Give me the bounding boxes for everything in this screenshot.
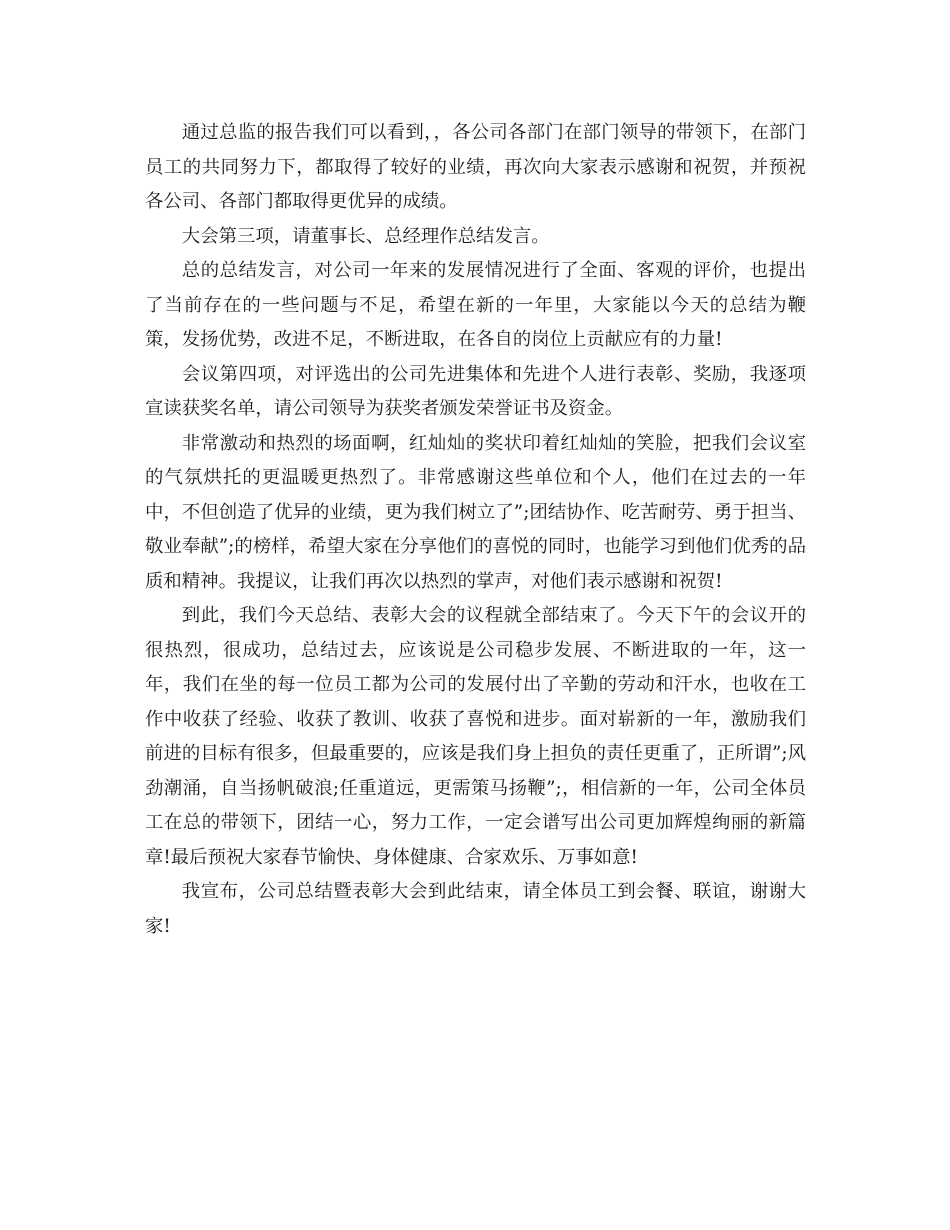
paragraph-director-report: 通过总监的报告我们可以看到，，各公司各部门在部门领导的带领下，在部门员工的共同努力下，都取得了较好的业绩，再次向大家表示感谢和祝贺，并预祝各公司、各部门都取得更优异的成绩。 [145, 122, 806, 212]
paragraph-meeting-adjourned: 我宣布，公司总结暨表彰大会到此结束，请全体员工到会餐、联谊，谢谢大家! [145, 881, 806, 937]
document-body [145, 116, 806, 944]
paragraph-agenda-item-three: 大会第三项，请董事长、总经理作总结发言。 [181, 225, 550, 247]
paragraph-summary-speech: 总的总结发言，对公司一年来的发展情况进行了全面、客观的评价，也提出了当前存在的一些问题与不足，希望在新的一年里，大家能以今天的总结为鞭策，发扬优势，改进不足，不断进取，在各自的岗位上贡献应有的力量! [145, 260, 806, 350]
paragraph-agenda-item-four: 会议第四项，对评选出的公司先进集体和先进个人进行表彰、奖励，我逐项宣读获奖名单，请公司领导为获奖者颁发荣誉证书及资金。 [145, 363, 806, 419]
paragraph-closing-remarks: 到此，我们今天总结、表彰大会的议程就全部结束了。今天下午的会议开的很热烈，很成功，总结过去，应该说是公司稳步发展、不断进取的一年，这一年，我们在坐的每一位员工都为公司的发展付出了辛勤的劳动和汗水，也收在工作中收获了经验、收获了教训、收获了喜悦和进步。面对崭新的一年，激励我们前进的目标有很多，但最重要的，应该是我们身上担负的责任更重了，正所谓”;风劲潮涌，自当扬帆破浪;任重道远，更需策马扬鞭”;，相信新的一年，公司全体员工在总的带领下，团结一心，努力工作，一定会谱写出公司更加辉煌绚丽的新篇章!最后预祝大家春节愉快、身体健康、合家欢乐、万事如意! [145, 605, 806, 868]
paragraph-awards-scene: 非常激动和热烈的场面啊，红灿灿的奖状印着红灿灿的笑脸，把我们会议室的气氛烘托的更温暖更热烈了。非常感谢这些单位和个人，他们在过去的一年中，不但创造了优异的业绩，更为我们树立了”;团结协作、吃苦耐劳、勇于担当、敬业奉献”;的榜样，希望大家在分享他们的喜悦的同时，也能学习到他们优秀的品质和精神。我提议，让我们再次以热烈的掌声，对他们表示感谢和祝贺! [145, 432, 806, 592]
